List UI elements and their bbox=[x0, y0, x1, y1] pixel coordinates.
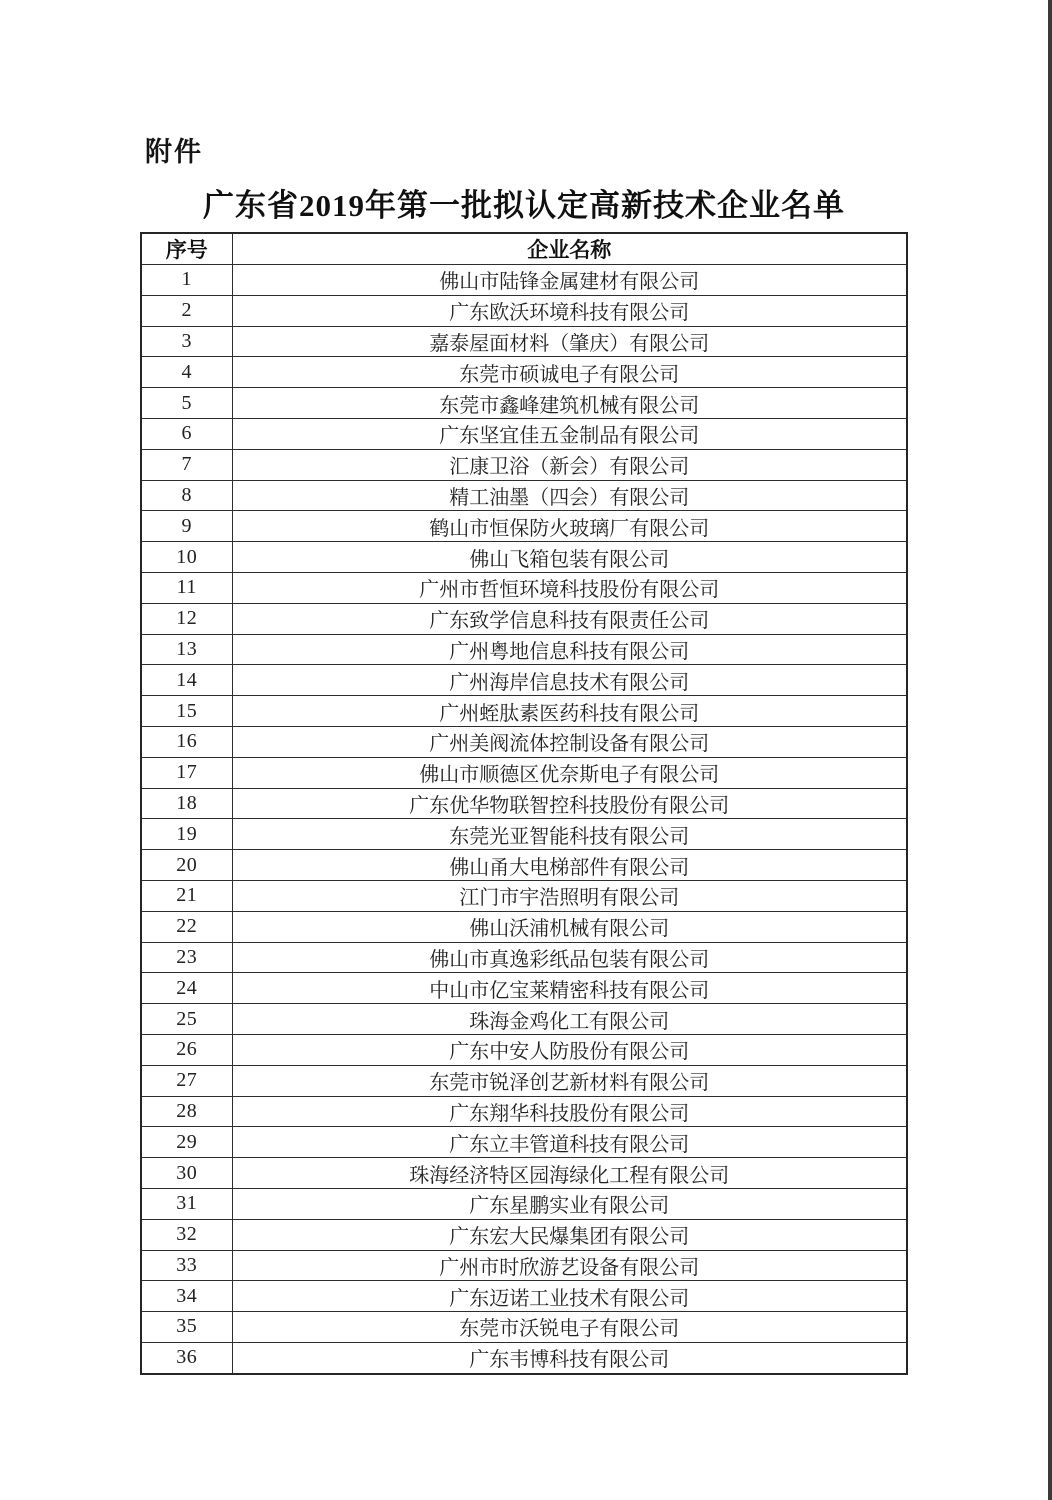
table-row bbox=[141, 1127, 907, 1158]
table-row bbox=[141, 1188, 907, 1219]
row-number-cell: 8 bbox=[141, 480, 232, 511]
company-name-cell: 佛山市顺德区优奈斯电子有限公司 bbox=[232, 757, 907, 788]
company-name-cell: 珠海金鸡化工有限公司 bbox=[232, 1004, 907, 1035]
company-name-cell: 佛山市真逸彩纸品包装有限公司 bbox=[232, 942, 907, 973]
table-row bbox=[141, 326, 907, 357]
company-name-cell: 汇康卫浴（新会）有限公司 bbox=[232, 449, 907, 480]
row-number-cell: 13 bbox=[141, 634, 232, 665]
company-name-cell: 广东欧沃环境科技有限公司 bbox=[232, 295, 907, 326]
row-number-cell: 30 bbox=[141, 1158, 232, 1189]
company-name-cell: 广州蛭肽素医药科技有限公司 bbox=[232, 696, 907, 727]
company-name-cell: 广州市时欣游艺设备有限公司 bbox=[232, 1250, 907, 1281]
company-name-cell: 佛山沃浦机械有限公司 bbox=[232, 911, 907, 942]
row-number-cell: 2 bbox=[141, 295, 232, 326]
row-number-cell: 32 bbox=[141, 1219, 232, 1250]
company-name-cell: 江门市宇浩照明有限公司 bbox=[232, 880, 907, 911]
company-name-cell: 东莞市锐泽创艺新材料有限公司 bbox=[232, 1065, 907, 1096]
row-number-cell: 15 bbox=[141, 696, 232, 727]
table-row bbox=[141, 449, 907, 480]
table-row bbox=[141, 1158, 907, 1189]
row-number-cell: 19 bbox=[141, 819, 232, 850]
row-number-cell: 27 bbox=[141, 1065, 232, 1096]
row-number-cell: 34 bbox=[141, 1281, 232, 1312]
table-row bbox=[141, 572, 907, 603]
company-name-cell: 东莞市硕诚电子有限公司 bbox=[232, 357, 907, 388]
row-number-cell: 10 bbox=[141, 542, 232, 573]
row-number-cell: 17 bbox=[141, 757, 232, 788]
header-serial-number: 序号 bbox=[141, 233, 232, 265]
table-row bbox=[141, 357, 907, 388]
row-number-cell: 5 bbox=[141, 388, 232, 419]
table-row bbox=[141, 911, 907, 942]
table-row bbox=[141, 1281, 907, 1312]
row-number-cell: 9 bbox=[141, 511, 232, 542]
companies-table bbox=[140, 232, 908, 1375]
row-number-cell: 6 bbox=[141, 418, 232, 449]
company-name-cell: 珠海经济特区园海绿化工程有限公司 bbox=[232, 1158, 907, 1189]
table-row bbox=[141, 788, 907, 819]
row-number-cell: 4 bbox=[141, 357, 232, 388]
company-name-cell: 嘉泰屋面材料（肇庆）有限公司 bbox=[232, 326, 907, 357]
company-name-cell: 广东宏大民爆集团有限公司 bbox=[232, 1219, 907, 1250]
row-number-cell: 16 bbox=[141, 726, 232, 757]
company-name-cell: 中山市亿宝莱精密科技有限公司 bbox=[232, 973, 907, 1004]
company-name-cell: 广州市哲恒环境科技股份有限公司 bbox=[232, 572, 907, 603]
table-row bbox=[141, 880, 907, 911]
table-row bbox=[141, 726, 907, 757]
table-row bbox=[141, 819, 907, 850]
row-number-cell: 22 bbox=[141, 911, 232, 942]
table-row bbox=[141, 1342, 907, 1373]
row-number-cell: 12 bbox=[141, 603, 232, 634]
table-row bbox=[141, 1250, 907, 1281]
company-name-cell: 广东致学信息科技有限责任公司 bbox=[232, 603, 907, 634]
row-number-cell: 24 bbox=[141, 973, 232, 1004]
company-name-cell: 精工油墨（四会）有限公司 bbox=[232, 480, 907, 511]
company-name-cell: 东莞市沃锐电子有限公司 bbox=[232, 1312, 907, 1343]
table-row bbox=[141, 1034, 907, 1065]
company-name-cell: 广东坚宜佳五金制品有限公司 bbox=[232, 418, 907, 449]
table-row bbox=[141, 942, 907, 973]
table-row bbox=[141, 388, 907, 419]
row-number-cell: 23 bbox=[141, 942, 232, 973]
company-name-cell: 广东韦博科技有限公司 bbox=[232, 1342, 907, 1373]
attachment-label: 附件 bbox=[145, 137, 203, 167]
table-header-row bbox=[141, 233, 907, 265]
row-number-cell: 3 bbox=[141, 326, 232, 357]
table-row bbox=[141, 1219, 907, 1250]
company-name-cell: 广州海岸信息技术有限公司 bbox=[232, 665, 907, 696]
row-number-cell: 31 bbox=[141, 1188, 232, 1219]
company-name-cell: 广东优华物联智控科技股份有限公司 bbox=[232, 788, 907, 819]
company-name-cell: 东莞光亚智能科技有限公司 bbox=[232, 819, 907, 850]
row-number-cell: 29 bbox=[141, 1127, 232, 1158]
table-row bbox=[141, 757, 907, 788]
table-row bbox=[141, 265, 907, 296]
table-row bbox=[141, 511, 907, 542]
row-number-cell: 21 bbox=[141, 880, 232, 911]
company-name-cell: 广州美阀流体控制设备有限公司 bbox=[232, 726, 907, 757]
row-number-cell: 35 bbox=[141, 1312, 232, 1343]
company-name-cell: 佛山飞箱包装有限公司 bbox=[232, 542, 907, 573]
table-row bbox=[141, 696, 907, 727]
table-row bbox=[141, 1065, 907, 1096]
company-name-cell: 广东迈诺工业技术有限公司 bbox=[232, 1281, 907, 1312]
row-number-cell: 28 bbox=[141, 1096, 232, 1127]
row-number-cell: 1 bbox=[141, 265, 232, 296]
row-number-cell: 18 bbox=[141, 788, 232, 819]
row-number-cell: 26 bbox=[141, 1034, 232, 1065]
table-row bbox=[141, 295, 907, 326]
company-name-cell: 佛山市陆锋金属建材有限公司 bbox=[232, 265, 907, 296]
header-company-name: 企业名称 bbox=[232, 233, 907, 265]
company-name-cell: 广东立丰管道科技有限公司 bbox=[232, 1127, 907, 1158]
page-right-edge-line bbox=[1048, 0, 1052, 1500]
table-row bbox=[141, 1004, 907, 1035]
company-name-cell: 广东中安人防股份有限公司 bbox=[232, 1034, 907, 1065]
table-row bbox=[141, 418, 907, 449]
table-row bbox=[141, 542, 907, 573]
row-number-cell: 20 bbox=[141, 850, 232, 881]
row-number-cell: 7 bbox=[141, 449, 232, 480]
company-name-cell: 佛山甬大电梯部件有限公司 bbox=[232, 850, 907, 881]
company-name-cell: 广东翔华科技股份有限公司 bbox=[232, 1096, 907, 1127]
row-number-cell: 33 bbox=[141, 1250, 232, 1281]
company-name-cell: 广州粤地信息科技有限公司 bbox=[232, 634, 907, 665]
row-number-cell: 11 bbox=[141, 572, 232, 603]
table-row bbox=[141, 1096, 907, 1127]
table-row bbox=[141, 850, 907, 881]
row-number-cell: 25 bbox=[141, 1004, 232, 1035]
table-body bbox=[141, 265, 907, 1374]
company-name-cell: 广东星鹏实业有限公司 bbox=[232, 1188, 907, 1219]
table-row bbox=[141, 603, 907, 634]
table-row bbox=[141, 665, 907, 696]
table-row bbox=[141, 1312, 907, 1343]
row-number-cell: 36 bbox=[141, 1342, 232, 1373]
table-row bbox=[141, 634, 907, 665]
table-row bbox=[141, 480, 907, 511]
row-number-cell: 14 bbox=[141, 665, 232, 696]
table-row bbox=[141, 973, 907, 1004]
page-title: 广东省2019年第一批拟认定高新技术企业名单 bbox=[203, 188, 845, 223]
company-name-cell: 鹤山市恒保防火玻璃厂有限公司 bbox=[232, 511, 907, 542]
company-name-cell: 东莞市鑫峰建筑机械有限公司 bbox=[232, 388, 907, 419]
